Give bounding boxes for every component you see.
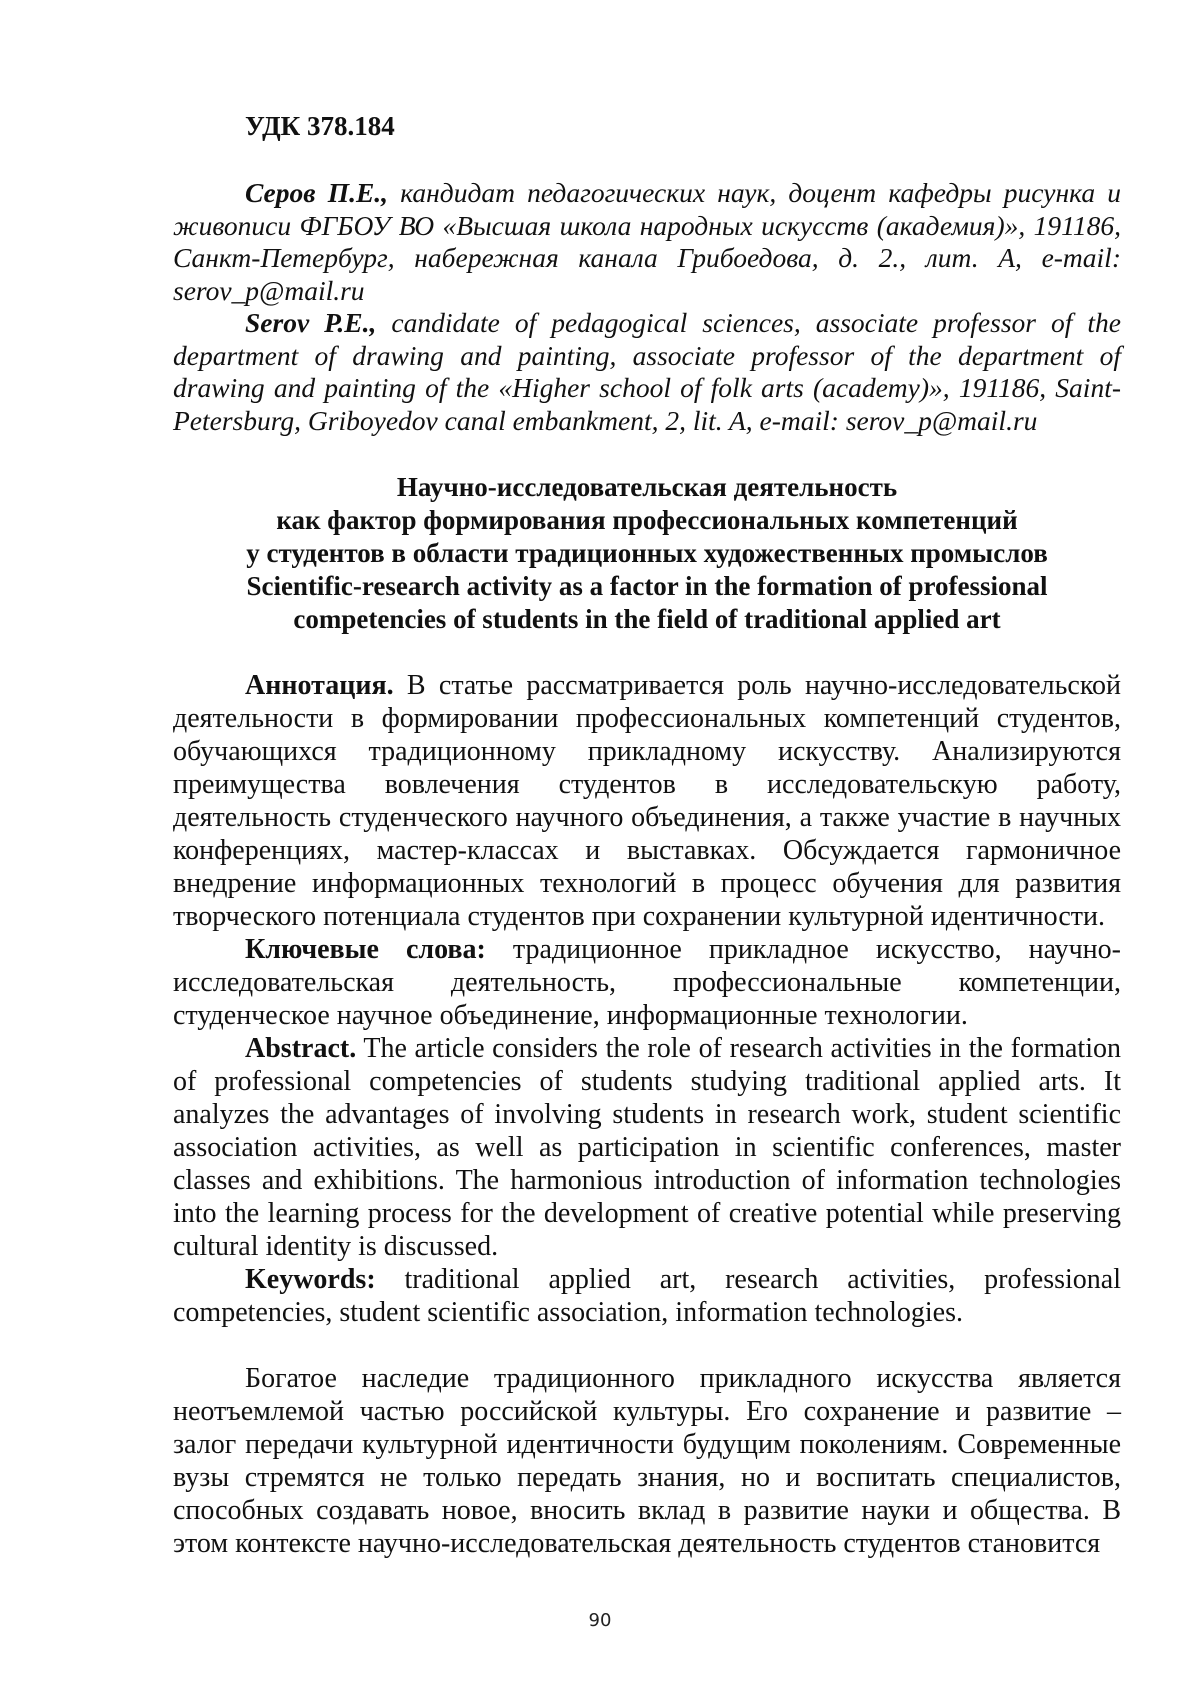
- udk-code: УДК 378.184: [245, 111, 395, 141]
- author-ru-details: кандидат педагогических наук, доцент кафедры рисунка и живописи ФГБОУ ВО «Высшая школа народных искусств (академия)», 191186, Санкт-Петербург, набережная канала Грибоедова, д. 2., лит. А, e-mail: serov_p@mail.ru: [173, 177, 1121, 306]
- author-en: [173, 307, 1121, 437]
- title-line: у студентов в области традиционных художественных промыслов: [246, 538, 1048, 568]
- page-number: 90: [588, 1610, 612, 1631]
- abstract-en: [173, 1032, 1121, 1263]
- annotation-label: Аннотация.: [245, 670, 394, 701]
- abstract-text: The article considers the role of research activities in the formation of professional competencies of students studying traditional applied arts. It analyzes the advantages of involving students in research work, student scientific association activities, as well as participation in scientific conferences, master classes and exhibitions. The harmonious introduction of information technologies into the learning process for the development of creative potential while preserving cultural identity is discussed.: [173, 1033, 1121, 1262]
- title-line: Научно-исследовательская деятельность: [396, 472, 898, 502]
- annotation: [173, 669, 1121, 933]
- keywords-en-label: Keywords:: [245, 1264, 376, 1295]
- annotation-text: В статье рассматривается роль научно-исследовательской деятельности в формировании профессиональных компетенций студентов, обучающихся традиционному прикладному искусству. Анализируются преимущества вовлечения студентов в исследовательскую работу, деятельность студенческого научного объединения, а также участие в научных конференциях, мастер-классах и выставках. Обсуждается гармоничное внедрение информационных технологий в процесс обучения для развития творческого потенциала студентов при сохранении культурной идентичности.: [173, 670, 1121, 932]
- keywords-ru-text: традиционное прикладное искусство, научно-исследовательская деятельность, профессиональные компетенции, студенческое научное объединение, информационные технологии.: [173, 934, 1121, 1031]
- author-en-name: Serov P.E.,: [245, 307, 377, 338]
- article-title: [173, 471, 1121, 636]
- author-ru: [173, 177, 1121, 307]
- keywords-en-text: traditional applied art, research activities, professional competencies, student scientific association, information technologies.: [173, 1264, 1121, 1328]
- title-line: Scientific-research activity as a factor in the formation of professional: [246, 571, 1048, 601]
- keywords-en: [173, 1263, 1121, 1329]
- keywords-ru: [173, 933, 1121, 1032]
- title-line: как фактор формирования профессиональных компетенций: [276, 505, 1018, 535]
- author-en-details: candidate of pedagogical sciences, associate professor of the department of drawing and painting, associate professor of the department of drawing and painting of the «Higher school of folk arts (academy)», 191186, Saint-Petersburg, Griboyedov canal embankment, 2, lit. A, e-mail: serov_p@mail.ru: [173, 307, 1122, 436]
- body-paragraph: Богатое наследие традиционного прикладного искусства является неотъемлемой частью российской культуры. Его сохранение и развитие – залог передачи культурной идентичности будущим поколениям. Современные вузы стремятся не только передать знания, но и воспитать специалистов, способных создавать новое, вносить вклад в развитие науки и общества. В этом контексте научно-исследовательская деятельность студентов становится: [173, 1363, 1121, 1559]
- abstract-label: Abstract.: [245, 1033, 357, 1064]
- abstract-section: [173, 669, 1121, 1329]
- author-ru-name: Серов П.Е.,: [245, 177, 389, 208]
- keywords-ru-label: Ключевые слова:: [245, 934, 486, 965]
- title-line: competencies of students in the field of traditional applied art: [293, 604, 1001, 634]
- article-content: [173, 110, 1121, 1560]
